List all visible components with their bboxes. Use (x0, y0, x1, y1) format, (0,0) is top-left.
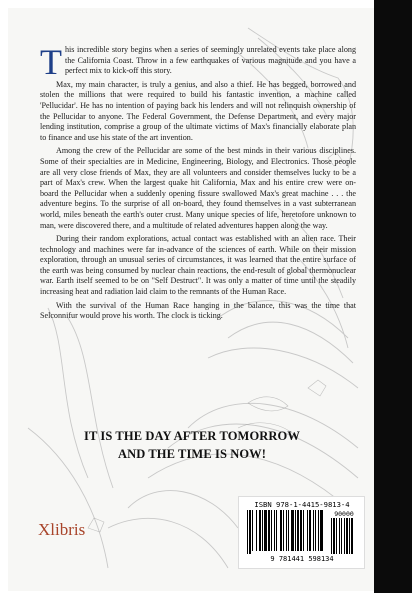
barcode-bar (288, 510, 289, 551)
barcode-bar (300, 510, 302, 551)
synopsis-text (40, 42, 356, 325)
barcode-bar (303, 510, 304, 551)
barcode-addon-bar (351, 518, 353, 554)
barcode-bar (264, 510, 267, 551)
barcode-bar (280, 510, 282, 551)
barcode-bar (274, 510, 275, 551)
synopsis-paragraph-2: Max, my main character, is truly a genius, and also a thief. He has begged, borrowed and stolen the millions that were required to build his fantastic invention, a machine called 'Pellucidar'. He has no intention of paying back his lenders and will not relinquish ownership of the Pellucidar to anyone. The Federal Government, the Defense Department, and every major lending institution, comprise a group of the ultimate victims of Max's financially elaborate plan to finance and use his state of the art invention. (40, 79, 356, 142)
barcode-bar (307, 510, 308, 551)
ean-number: 9 781441 598134 (270, 555, 334, 563)
barcode-bar (295, 510, 296, 551)
barcode-bar (247, 510, 248, 554)
barcode-bar (259, 510, 261, 551)
barcode-bar (268, 510, 270, 551)
synopsis-paragraph-1 (40, 42, 356, 82)
barcode-addon-bar (341, 518, 342, 554)
publisher-logo: Xlibris (38, 520, 86, 539)
tagline-line-2: AND THE TIME IS NOW! (117, 447, 267, 461)
barcode-addon-bar (349, 518, 350, 554)
barcode-bar (256, 510, 257, 551)
barcode-bar (249, 510, 251, 554)
barcode-bar (276, 510, 277, 551)
barcode-bar (315, 510, 316, 551)
barcode-bar (297, 510, 299, 551)
barcode-bar (262, 510, 263, 551)
price-code: 90000 (334, 510, 354, 518)
barcode-bar (286, 510, 287, 551)
drop-cap: T (40, 42, 62, 82)
barcode-addon-bar (346, 518, 348, 554)
barcode-bar (283, 510, 284, 551)
isbn-barcode (238, 496, 365, 569)
barcode-addon-bar (344, 518, 345, 554)
synopsis-paragraph-4: During their random explorations, actual contact was established with an alien race. Their technology and machines were far in-advance of the sciences of earth. While on their mission exploration, through an unusual series of circumstances, it was learned that the entire surface of the earth was being consumed by nuclear chain reactions, the end-result of global thermonuclear war. Earth itself seemed to be on "Self Destruct". It was only a matter of time until the steadily increasing heat and radiation laid claim to the remnants of the Human Race. (40, 234, 356, 297)
barcode-bar (320, 510, 323, 551)
barcode-bar (309, 510, 311, 551)
synopsis-paragraph-5: With the survival of the Human Race hanging in the balance, this was the time that Selconnifur would prove his worth. The clock is ticking. (40, 300, 356, 321)
tagline-line-1: IT IS THE DAY AFTER TOMORROW (84, 429, 300, 443)
back-cover (8, 8, 374, 591)
barcode-bar (318, 510, 319, 551)
barcode-addon-bar (331, 518, 332, 554)
barcode-bar (252, 510, 253, 551)
barcode-bar (291, 510, 294, 551)
barcode-bars (245, 510, 359, 554)
barcode-bar (271, 510, 272, 551)
synopsis-paragraph-1-text: his incredible story begins when a series of seemingly unrelated events take place along the California Coast. Throw in a few earthquakes of various magnitude and you have a perfect mix to kick-off this story. (65, 45, 356, 76)
barcode-addon-bar (336, 518, 337, 554)
spine-edge (374, 0, 412, 593)
barcode-addon-bar (333, 518, 335, 554)
barcode-bar (313, 510, 314, 551)
isbn-label: ISBN 978-1-4415-9813-4 (254, 500, 350, 509)
synopsis-paragraph-3: Among the crew of the Pellucidar are some of the best minds in their various disciplines. Some of their specialties are in Medicine, Engineering, Biology, and Electronics. Those people are all very close friends of Max, they are all volunteers and consider themselves lucky to be a part of Max's crew. When the largest quake hit California, Max and his entire crew were on-board the Pellucidar when a suddenly opening fissure swallowed Max's great machine . . . the adventure begins. To the surprise of all on-board, they found themselves in a vast subterranean world, miles beneath the earth's outer crust. Many unique species of life, heretofore unknown to man, were discovered there, and a multitude of related adventures happen along the way. (40, 146, 356, 230)
barcode-addon-bar (339, 518, 340, 554)
